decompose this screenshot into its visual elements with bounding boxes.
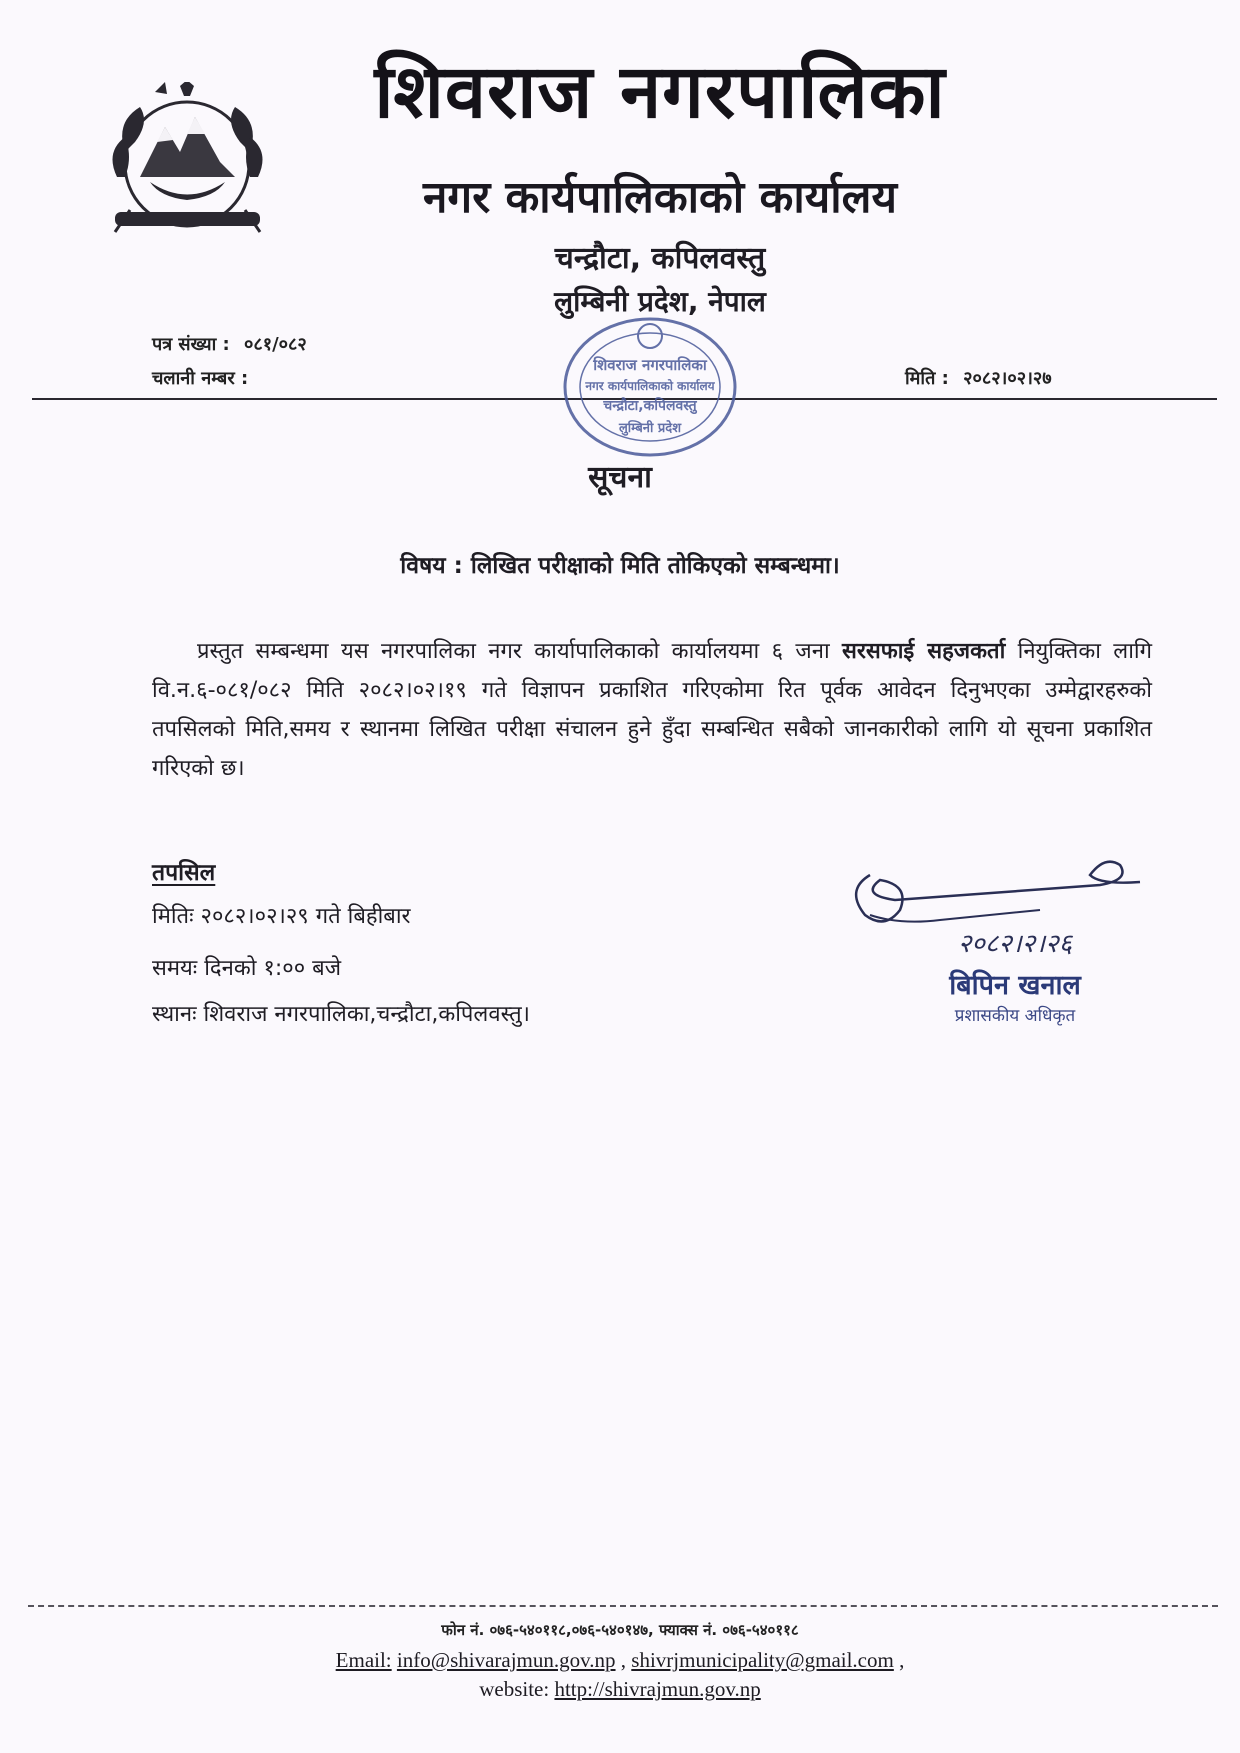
nepal-emblem-icon <box>95 82 280 242</box>
email-link-1[interactable]: info@shivarajmun.gov.np <box>396 1648 616 1672</box>
org-name: शिवराज नगरपालिका <box>374 49 946 135</box>
email-trailing: , <box>899 1648 905 1672</box>
signatory-designation: प्रशासकीय अधिकृत <box>954 1006 1076 1026</box>
schedule-time: समयः दिनको १:०० बजे <box>152 956 342 981</box>
letter-number-row <box>152 332 307 356</box>
schedule-venue: स्थानः शिवराज नगरपालिका,चन्द्रौटा,कपिलवस्तु। <box>152 1002 531 1027</box>
schedule-date: मितिः २०८२।०२।२९ गते बिहीबार <box>152 904 411 929</box>
date-row <box>905 366 1052 390</box>
signature <box>840 840 1170 960</box>
office-stamp <box>555 312 745 462</box>
website-label: website: <box>479 1677 550 1701</box>
footer-email-line <box>0 1648 1240 1673</box>
subject-text: लिखित परीक्षाको मिति तोकिएको सम्बन्धमा। <box>470 553 840 579</box>
email-separator: , <box>620 1648 627 1672</box>
body-part-1: प्रस्तुत सम्बन्धमा यस नगरपालिका नगर कार्यापालिकाको कार्यालयमा ६ जना <box>197 639 843 664</box>
office-name: नगर कार्यपालिकाको कार्यालय <box>423 172 897 223</box>
footer-phone: फोन नं. ०७६-५४०११८,०७६-५४०१४७, फ्याक्स नं. ०७६-५४०११८ <box>441 1621 799 1639</box>
signature-date: २०८२।२।२६ <box>957 929 1073 959</box>
body-part-2: नियुक्तिका लागि वि.न.६-०८१/०८२ मिति २०८२।०२।१९ गते विज्ञापन प्रकाशित गरिएकोमा रित पूर्वक आवेदन दिनुभएका उम्मेद्वारहरुको तपसिलको मिति,समय र स्थानमा लिखित परीक्षा संचालन हुने हुँदा सम्बन्धित सबैको जानकारीको लागि यो सूचना प्रकाशित गरिएको छ। <box>152 639 1152 781</box>
dispatch-number-row <box>152 366 256 390</box>
stamp-line-4: लुम्बिनी प्रदेश <box>618 421 682 436</box>
body-bold-role: सरसफाई सहजकर्ता <box>842 639 1006 664</box>
footer-website-line <box>0 1677 1240 1702</box>
stamp-line-2: नगर कार्यपालिकाको कार्यालय <box>585 379 715 393</box>
email-label: Email: <box>335 1648 392 1672</box>
letter-number-label: पत्र संख्या : <box>152 334 230 355</box>
letter-number-value: ०८१/०८२ <box>243 334 307 355</box>
date-label: मिति : <box>905 368 949 389</box>
website-link[interactable]: http://shivrajmun.gov.np <box>554 1677 761 1701</box>
dispatch-number-label: चलानी नम्बर : <box>152 368 249 389</box>
email-link-2[interactable]: shivrjmunicipality@gmail.com <box>631 1648 894 1672</box>
footer-divider <box>28 1605 1218 1607</box>
notice-title: सूचना <box>588 460 652 495</box>
subject-label: विषय : <box>400 553 463 579</box>
address-line-2: लुम्बिनी प्रदेश, नेपाल <box>554 285 766 318</box>
notice-body <box>152 632 1152 788</box>
date-value: २०८२।०२।२७ <box>963 368 1052 389</box>
signatory-name: बिपिन खनाल <box>949 970 1081 1001</box>
schedule-heading: तपसिल <box>152 860 216 886</box>
address-line-1: चन्द्रौटा, कपिलवस्तु <box>554 241 766 276</box>
stamp-line-1: शिवराज नगरपालिका <box>593 356 707 374</box>
stamp-line-3: चन्द्रौटा,कपिलवस्तु <box>603 398 697 414</box>
subject-line <box>150 548 1090 580</box>
